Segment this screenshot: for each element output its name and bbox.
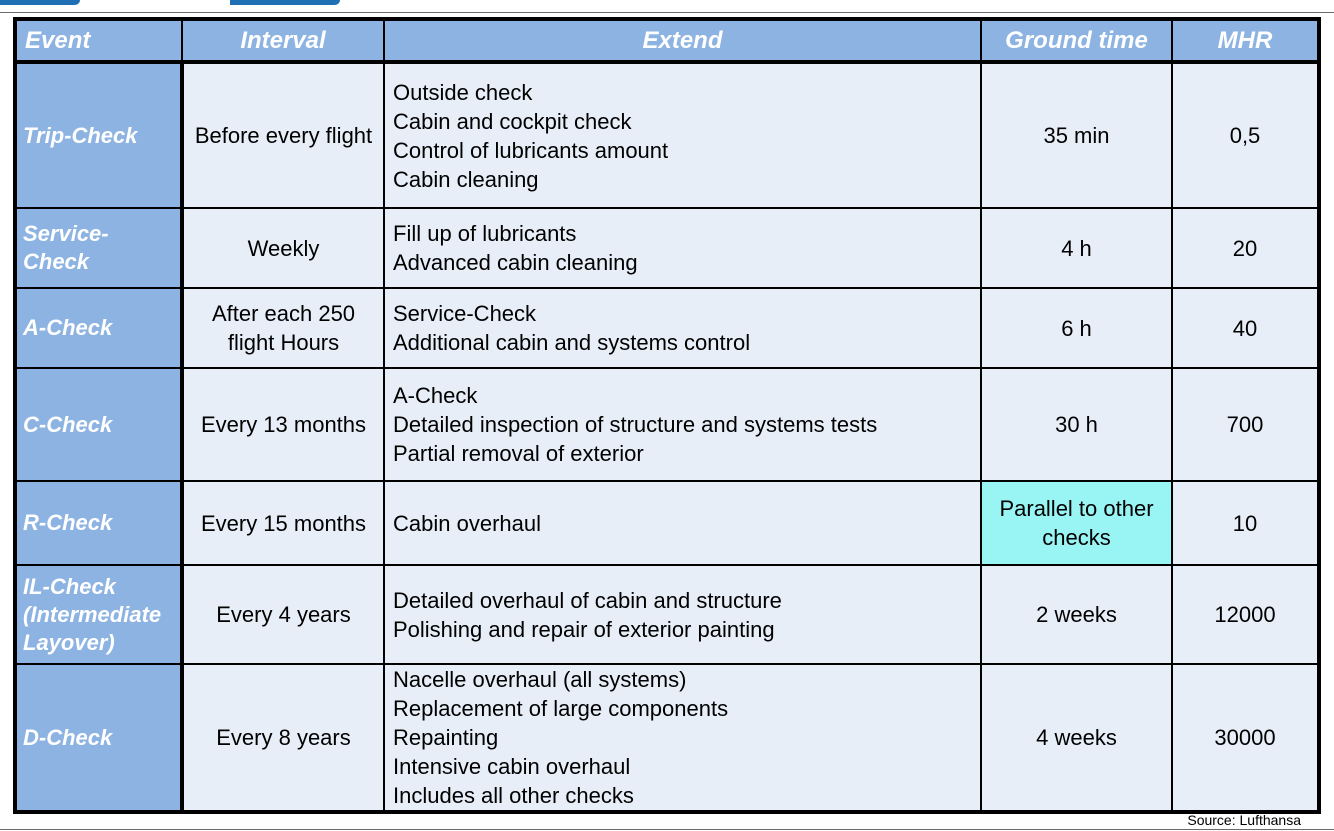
ground-time-line: 35 min xyxy=(1043,123,1110,148)
extend-line: Fill up of lubricants xyxy=(393,221,577,246)
extend-line: Cabin overhaul xyxy=(393,510,541,536)
mhr-cell: 12000 xyxy=(1172,565,1319,664)
interval-cell xyxy=(182,664,384,812)
header-event: Event xyxy=(15,19,182,62)
extend-line: Includes all other checks xyxy=(393,783,634,808)
mhr-cell: 40 xyxy=(1172,288,1319,368)
event-line: Service- xyxy=(23,221,109,246)
ground-time-line: 30 h xyxy=(1055,412,1098,437)
ground-time-cell xyxy=(981,565,1172,664)
interval-line: Weekly xyxy=(247,235,320,261)
event-line: IL-Check xyxy=(23,573,116,599)
mhr-cell: 10 xyxy=(1172,481,1319,565)
extend-line: Polishing and repair of exterior painting xyxy=(393,616,775,642)
event-line: (Intermediate xyxy=(23,601,162,627)
table-header-row xyxy=(15,19,1319,62)
interval-cell xyxy=(182,368,384,481)
interval-line: Every 8 years xyxy=(216,725,351,750)
ground-time-cell xyxy=(981,208,1172,288)
table-row xyxy=(15,565,1319,664)
ground-time-line: Parallel to other xyxy=(999,496,1154,521)
mhr-cell: 0,5 xyxy=(1172,62,1319,208)
source-caption: Source: Lufthansa xyxy=(1187,812,1301,828)
event-cell: D-Check xyxy=(15,664,182,812)
table-row xyxy=(15,288,1319,368)
table-row xyxy=(15,62,1319,208)
title-fragment xyxy=(0,0,400,6)
extend-line: Cabin and cockpit check xyxy=(393,108,632,134)
table-row xyxy=(15,664,1319,812)
extend-cell xyxy=(384,664,981,812)
interval-line: Every 13 months xyxy=(200,412,367,437)
table-row xyxy=(15,208,1319,288)
extend-line: Service-Check xyxy=(393,301,537,326)
extend-cell xyxy=(384,208,981,288)
extend-line: Nacelle overhaul (all systems) xyxy=(393,667,687,692)
header-interval: Interval xyxy=(182,19,384,62)
top-divider xyxy=(0,12,1334,13)
interval-line: flight Hours xyxy=(227,330,340,355)
event-cell xyxy=(15,208,182,288)
event-cell xyxy=(15,565,182,664)
ground-time-line: 4 h xyxy=(1061,235,1092,261)
header-ground-time: Ground time xyxy=(981,19,1172,62)
extend-line: Repainting xyxy=(393,725,499,750)
interval-cell xyxy=(182,62,384,208)
extend-cell xyxy=(384,565,981,664)
event-cell: A-Check xyxy=(15,288,182,368)
extend-line: Partial removal of exterior xyxy=(393,441,644,466)
interval-line: Before every flight xyxy=(194,123,373,148)
bottom-divider xyxy=(0,829,1334,830)
mhr-cell: 20 xyxy=(1172,208,1319,288)
extend-line: Intensive cabin overhaul xyxy=(393,754,631,779)
extend-line: A-Check xyxy=(393,383,478,408)
extend-line: Outside check xyxy=(393,79,533,105)
ground-time-line: 6 h xyxy=(1061,315,1092,341)
ground-time-cell xyxy=(981,664,1172,812)
event-cell: C-Check xyxy=(15,368,182,481)
event-cell: R-Check xyxy=(15,481,182,565)
table-row xyxy=(15,368,1319,481)
ground-time-cell xyxy=(981,62,1172,208)
event-line: Layover) xyxy=(23,629,115,655)
mhr-cell: 700 xyxy=(1172,368,1319,481)
event-cell: Trip-Check xyxy=(15,62,182,208)
ground-time-line: checks xyxy=(1042,525,1111,550)
interval-cell xyxy=(182,288,384,368)
ground-time-line: 2 weeks xyxy=(1036,602,1117,627)
extend-cell xyxy=(384,368,981,481)
interval-cell xyxy=(182,565,384,664)
extend-line: Control of lubricants amount xyxy=(393,137,669,163)
extend-cell xyxy=(384,62,981,208)
extend-line: Cabin cleaning xyxy=(393,166,539,192)
extend-line: Detailed overhaul of cabin and structure xyxy=(393,587,782,613)
extend-cell xyxy=(384,288,981,368)
extend-line: Additional cabin and systems control xyxy=(393,330,751,355)
header-extend: Extend xyxy=(384,19,981,62)
maintenance-checks-table xyxy=(13,17,1321,814)
event-line: Check xyxy=(23,249,90,274)
extend-cell xyxy=(384,481,981,565)
interval-cell xyxy=(182,208,384,288)
extend-line: Replacement of large components xyxy=(393,696,729,721)
interval-line: Every 4 years xyxy=(216,602,351,627)
ground-time-cell xyxy=(981,368,1172,481)
ground-time-cell-highlighted xyxy=(981,481,1172,565)
interval-line: Every 15 months xyxy=(200,510,367,536)
mhr-cell: 30000 xyxy=(1172,664,1319,812)
interval-line: After each 250 xyxy=(211,301,356,326)
extend-line: Detailed inspection of structure and systems tests xyxy=(393,412,878,437)
extend-line: Advanced cabin cleaning xyxy=(393,250,638,275)
table-row xyxy=(15,481,1319,565)
interval-cell xyxy=(182,481,384,565)
ground-time-cell xyxy=(981,288,1172,368)
ground-time-line: 4 weeks xyxy=(1036,725,1117,750)
header-mhr: MHR xyxy=(1172,19,1319,62)
